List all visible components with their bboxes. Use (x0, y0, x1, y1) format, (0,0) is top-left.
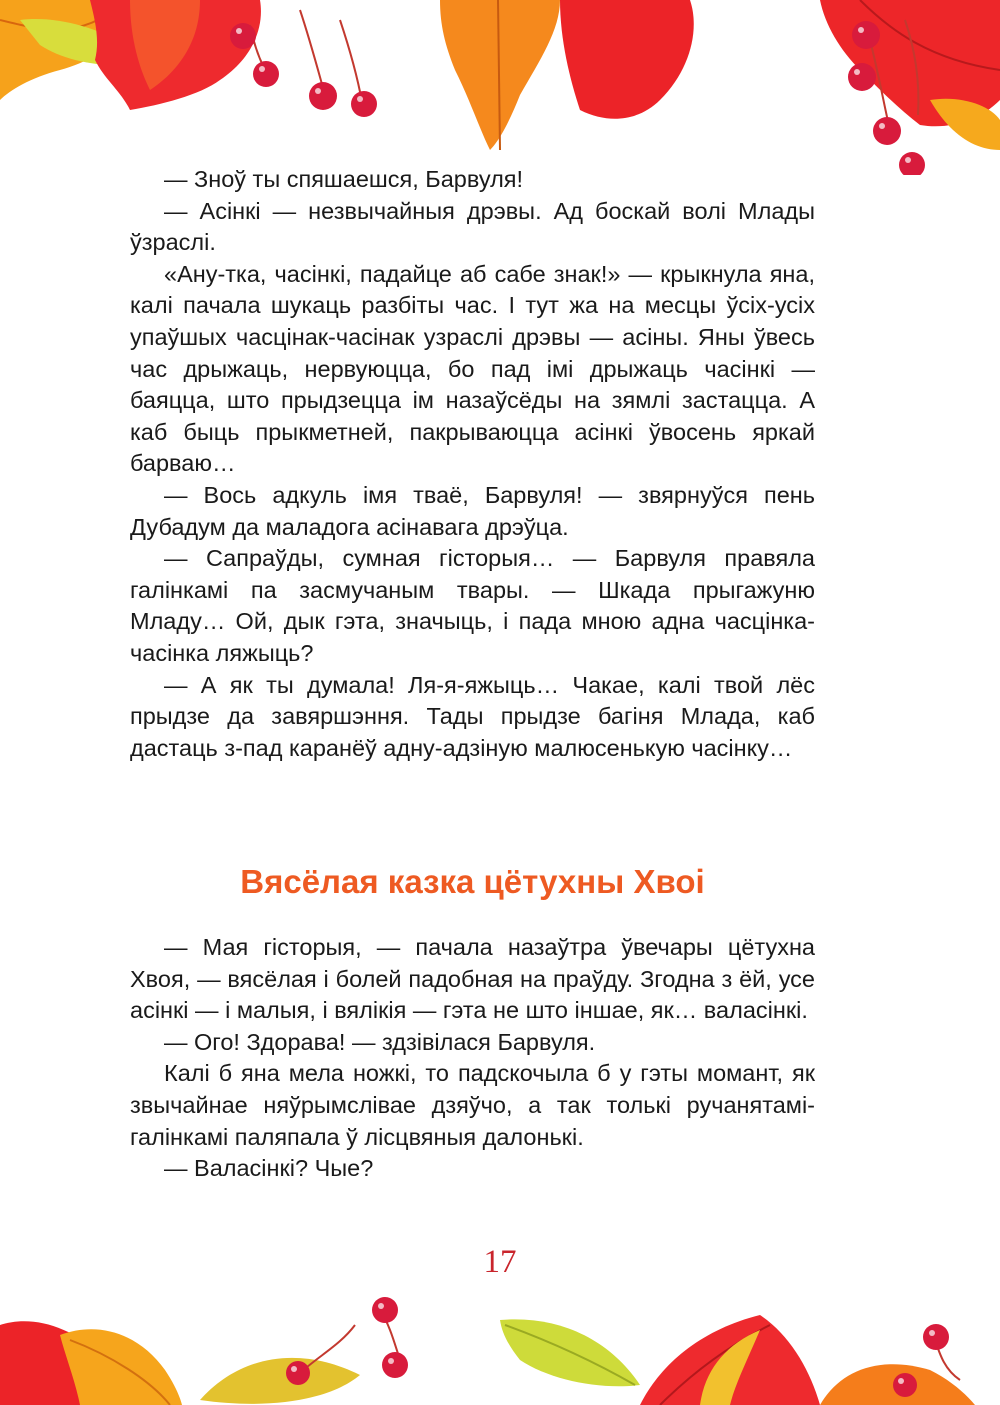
leaf-orange-center (440, 0, 560, 150)
leaf-green-bottom-center (500, 1319, 640, 1386)
story-text-section-2 (130, 932, 815, 1185)
paragraph: — Асінкі — незвычайныя дрэвы. Ад боскай волі Млады ўзраслі. (130, 197, 815, 256)
page-number: 17 (483, 1244, 517, 1280)
chapter-heading: Вясёлая казка цётухны Хвоі (240, 863, 705, 900)
paragraph: — Сапраўды, сумная гісторыя… — Барвуля правяла галінкамі па засмучаным твары. — Шкада прыгажуню Младу… Ой, дык гэта, значыць, і пада мною адна часцінка-часінка ляжыць? (130, 545, 815, 666)
leaf-red-big (90, 0, 261, 110)
paragraph: — Валасінкі? Чые? (164, 1155, 374, 1182)
story-text-section-1 (130, 164, 815, 764)
paragraph: — Мая гісторыя, — пачала назаўтра ўвечары цётухна Хвоя, — вясёлая і болей падобная на праўду. Згодна з ёй, усе асінкі — і малыя, і вялікія — гэта не што іншае, як… валасінкі. (130, 934, 815, 1024)
paragraph: — А як ты думала! Ля-я-яжыць… Чакае, калі твой лёс прыдзе да завяршэння. Тады прыдзе багіня Млада, каб дастаць з-пад каранёў адну-адзіную малюсенькую часінку… (130, 671, 815, 761)
leaf-green-bottom-left (200, 1358, 360, 1404)
paragraph: — Зноў ты спяшаешся, Барвуля! (164, 166, 524, 192)
leaf-red-center (560, 0, 694, 119)
paragraph: Калі б яна мела ножкі, то падскочыла б у гэты момант, як звычайнае няўрымслівае дзяўчо, а так толькі ручанятамі-галінкамі паляпала ў лісцвяныя далонькі. (130, 1060, 815, 1150)
leaf-orange-bottom-left (60, 1329, 182, 1405)
paragraph: — Вось адкуль імя тваё, Барвуля! — звярнуўся пень Дубадум да маладога асінавага дрэўца. (130, 481, 815, 540)
top-autumn-decoration (0, 0, 1000, 175)
paragraph: — Ого! Здорава! — здзівілася Барвуля. (164, 1028, 596, 1055)
bottom-autumn-decoration (0, 1285, 1000, 1405)
paragraph: «Ану-тка, часінкі, падайце аб сабе знак!» — крыкнула яна, калі пачала шукаць разбіты час. І тут жа на месцы ўсіх-усіх упаўшых часцінак-часінак узраслі дрэвы — асіны. Яны ўвесь час дрыжаць, нервуюцца, бо пад імі дрыжаць часінкі — баяцца, што прыдзецца ім назаўсёды на зямлі застацца. А каб быць прыкметней, пакрываюцца асінкі ўвосень яркай барваю… (130, 260, 815, 477)
